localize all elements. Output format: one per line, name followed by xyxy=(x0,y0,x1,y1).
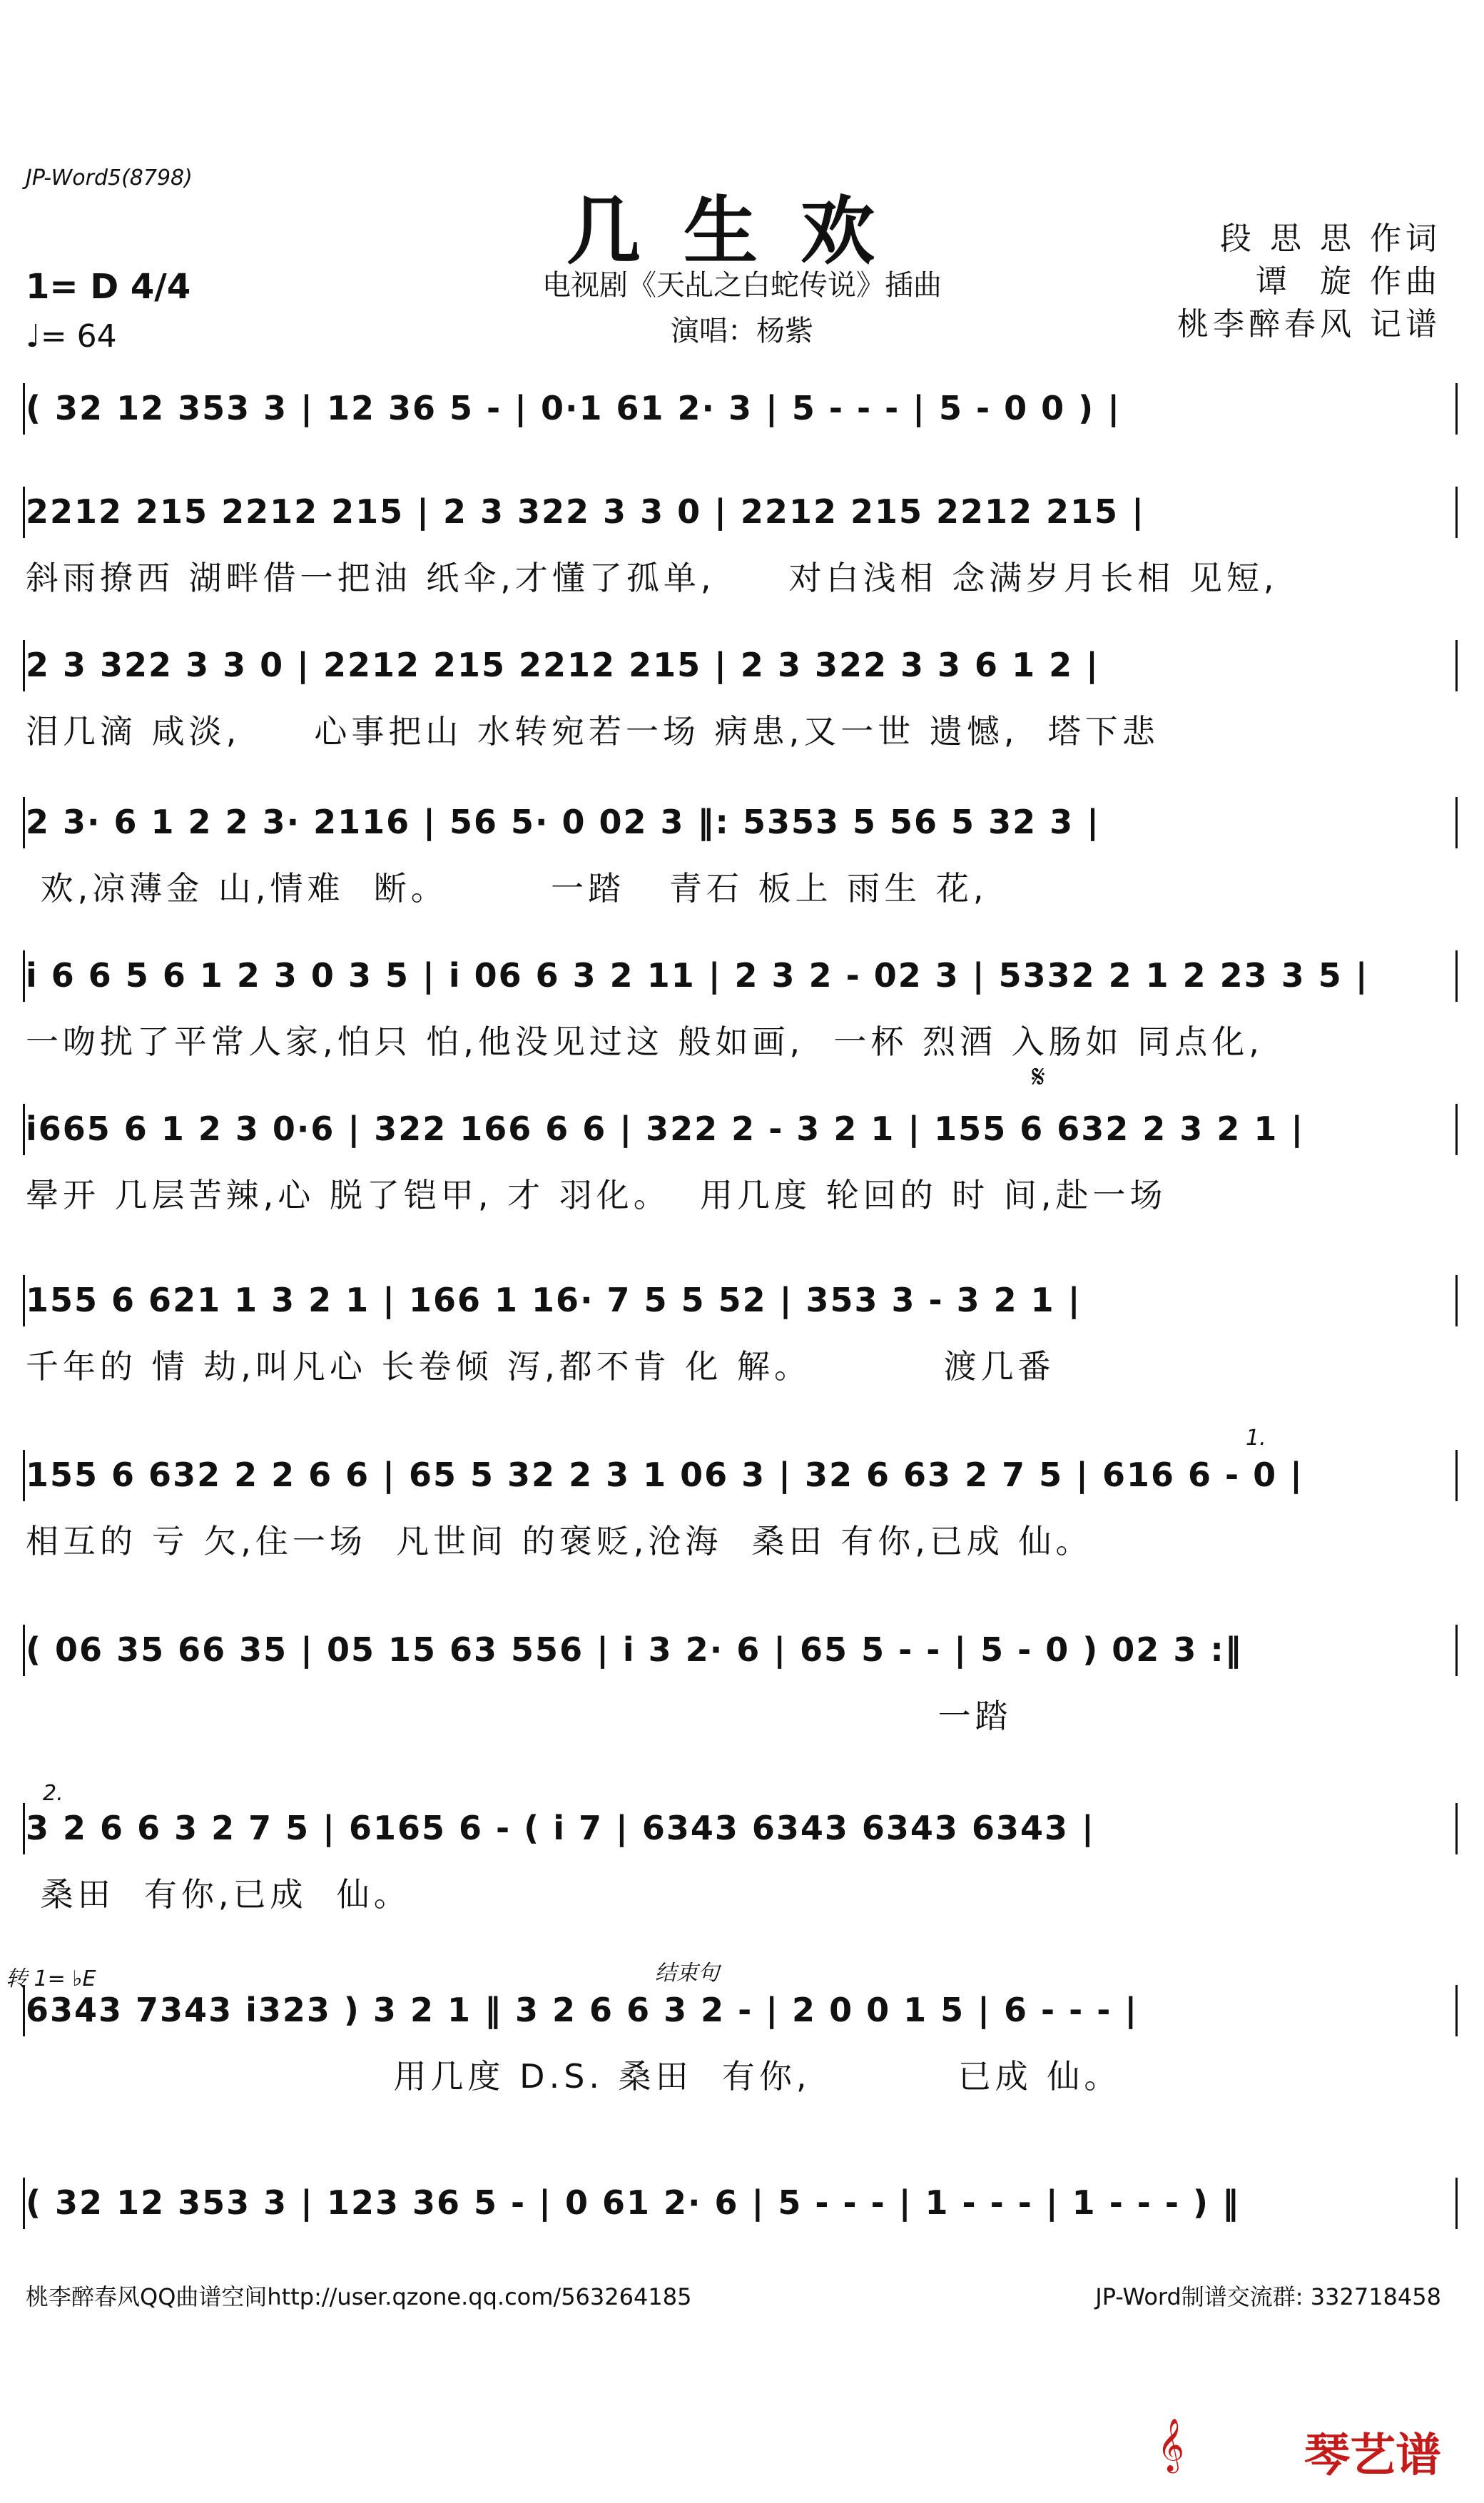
row-end-barline xyxy=(1455,1450,1458,1501)
row-start-barline xyxy=(23,487,25,538)
lyrics-line-3: 泪几滴 咸淡, 心事把山 水转宛若一场 病患,又一世 遗憾, 塔下悲 xyxy=(26,712,1159,751)
lyrics-line-6: 晕开 几层苦辣,心 脱了铠甲, 才 羽化。 用几度 轮回的 时 间,赴一场 xyxy=(26,1176,1167,1214)
row-start-barline xyxy=(23,1625,25,1676)
lyrics-line-10: 桑田 有你,已成 仙。 xyxy=(26,1875,411,1914)
row-end-barline xyxy=(1455,1625,1458,1676)
volta-1-marker: 1. xyxy=(1246,1426,1266,1451)
notes-line-1: ( 32 12 353 3 | 12 36 5 - | 0·1 61 2· 3 | 5 - - - | 5 - 0 0 ) | xyxy=(26,389,1121,427)
software-label: JP-Word5(8798) xyxy=(26,166,193,191)
lyrics-line-8: 相互的 亏 欠,住一场 凡世间 的褒贬,沧海 桑田 有你,已成 仙。 xyxy=(26,1522,1093,1560)
row-end-barline xyxy=(1455,1275,1458,1326)
key-signature: 1= D 4/4 xyxy=(26,267,191,307)
sheet-brand-icon: 𝄞 xyxy=(1157,2419,1184,2472)
notes-line-3: 2 3 322 3 3 0 | 2212 215 2212 215 | 2 3 322 3 3 6 1 2 | xyxy=(26,646,1099,684)
notes-line-7: 155 6 621 1 3 2 1 | 166 1 16· 7 5 5 52 | 353 3 - 3 2 1 | xyxy=(26,1281,1082,1319)
song-title: 几生欢 xyxy=(566,187,918,275)
row-end-barline xyxy=(1455,383,1458,435)
brand-logo-text: 琴艺谱 xyxy=(1304,2430,1441,2482)
row-end-barline xyxy=(1455,640,1458,691)
row-start-barline xyxy=(23,797,25,848)
row-start-barline xyxy=(23,1104,25,1155)
song-subtitle: 电视剧《天乩之白蛇传说》插曲 xyxy=(542,269,942,302)
notes-line-12: ( 32 12 353 3 | 123 36 5 - | 0 61 2· 6 | 5 - - - | 1 - - - | 1 - - - ) ‖ xyxy=(26,2183,1241,2222)
notes-line-5: i 6 6 5 6 1 2 3 0 3 5 | i 06 6 3 2 11 | 2 3 2 - 02 3 | 5332 2 1 2 23 3 5 | xyxy=(26,956,1369,995)
row-start-barline xyxy=(23,383,25,435)
row-end-barline xyxy=(1455,1803,1458,1854)
row-start-barline xyxy=(23,1803,25,1854)
ending-marker: 结束句 xyxy=(655,1961,719,1986)
lyrics-line-4: 欢,凉薄金 山,情难 断。 一踏 青石 板上 雨生 花, xyxy=(26,869,988,908)
footer-right-text: JP-Word制谱交流群: 332718458 xyxy=(1095,2283,1441,2310)
row-start-barline xyxy=(23,1985,25,2036)
lyrics-line-11: 用几度 D.S. 桑田 有你, 已成 仙。 xyxy=(26,2057,1122,2096)
volta-2-marker: 2. xyxy=(43,1781,63,1806)
notes-line-4: 2 3· 6 1 2 2 3· 2116 | 56 5· 0 02 3 ‖: 5353 5 56 5 32 3 | xyxy=(26,803,1100,841)
composer-credit: 谭 旋 作曲 xyxy=(1256,263,1441,300)
notes-line-10: 3 2 6 6 3 2 7 5 | 6165 6 - ( i 7 | 6343 6343 6343 6343 | xyxy=(26,1809,1095,1847)
notes-line-8: 155 6 632 2 2 6 6 | 65 5 32 2 3 1 06 3 | 32 6 63 2 7 5 | 616 6 - 0 | xyxy=(26,1456,1303,1494)
lyrics-line-9: 一踏 xyxy=(26,1697,1012,1735)
transcriber-credit: 桃李醉春风 记谱 xyxy=(1177,306,1441,342)
row-end-barline xyxy=(1455,1985,1458,2036)
lyrics-line-2: 斜雨撩西 湖畔借一把油 纸伞,才懂了孤单, 对白浅相 念满岁月长相 见短, xyxy=(26,559,1279,597)
lyricist-credit: 段 思 思 作词 xyxy=(1220,220,1441,257)
row-end-barline xyxy=(1455,1104,1458,1155)
modulation-marker: 转 1= ♭E xyxy=(6,1966,96,1991)
row-start-barline xyxy=(23,1275,25,1326)
row-start-barline xyxy=(23,950,25,1002)
segno-marker: 𝄋 xyxy=(1032,1059,1045,1095)
notes-line-2: 2212 215 2212 215 | 2 3 322 3 3 0 | 2212 215 2212 215 | xyxy=(26,492,1145,531)
footer-left-text: 桃李醉春风QQ曲谱空间http://user.qzone.qq.com/563264185 xyxy=(26,2283,692,2310)
row-start-barline xyxy=(23,1450,25,1501)
row-start-barline xyxy=(23,640,25,691)
row-end-barline xyxy=(1455,487,1458,538)
notes-line-9: ( 06 35 66 35 | 05 15 63 556 | i 3 2· 6 | 65 5 - - | 5 - 0 ) 02 3 :‖ xyxy=(26,1630,1243,1669)
tempo-marking: ♩= 64 xyxy=(26,318,117,355)
lyrics-line-5: 一吻扰了平常人家,怕只 怕,他没见过这 般如画, 一杯 烈酒 入肠如 同点化, xyxy=(26,1022,1264,1061)
row-end-barline xyxy=(1455,797,1458,848)
lyrics-line-7: 千年的 情 劫,叫凡心 长卷倾 泻,都不肯 化 解。 渡几番 xyxy=(26,1347,1055,1386)
row-end-barline xyxy=(1455,950,1458,1002)
singer-credit: 演唱：杨紫 xyxy=(671,315,813,347)
row-end-barline xyxy=(1455,2178,1458,2229)
notes-line-11: 6343 7343 i323 ) 3 2 1 ‖ 3 2 6 6 3 2 - | 2 0 0 1 5 | 6 - - - | xyxy=(26,1991,1139,2029)
notes-line-6: i665 6 1 2 3 0·6 | 322 166 6 6 | 322 2 - 3 2 1 | 155 6 632 2 3 2 1 | xyxy=(26,1110,1305,1148)
row-start-barline xyxy=(23,2178,25,2229)
